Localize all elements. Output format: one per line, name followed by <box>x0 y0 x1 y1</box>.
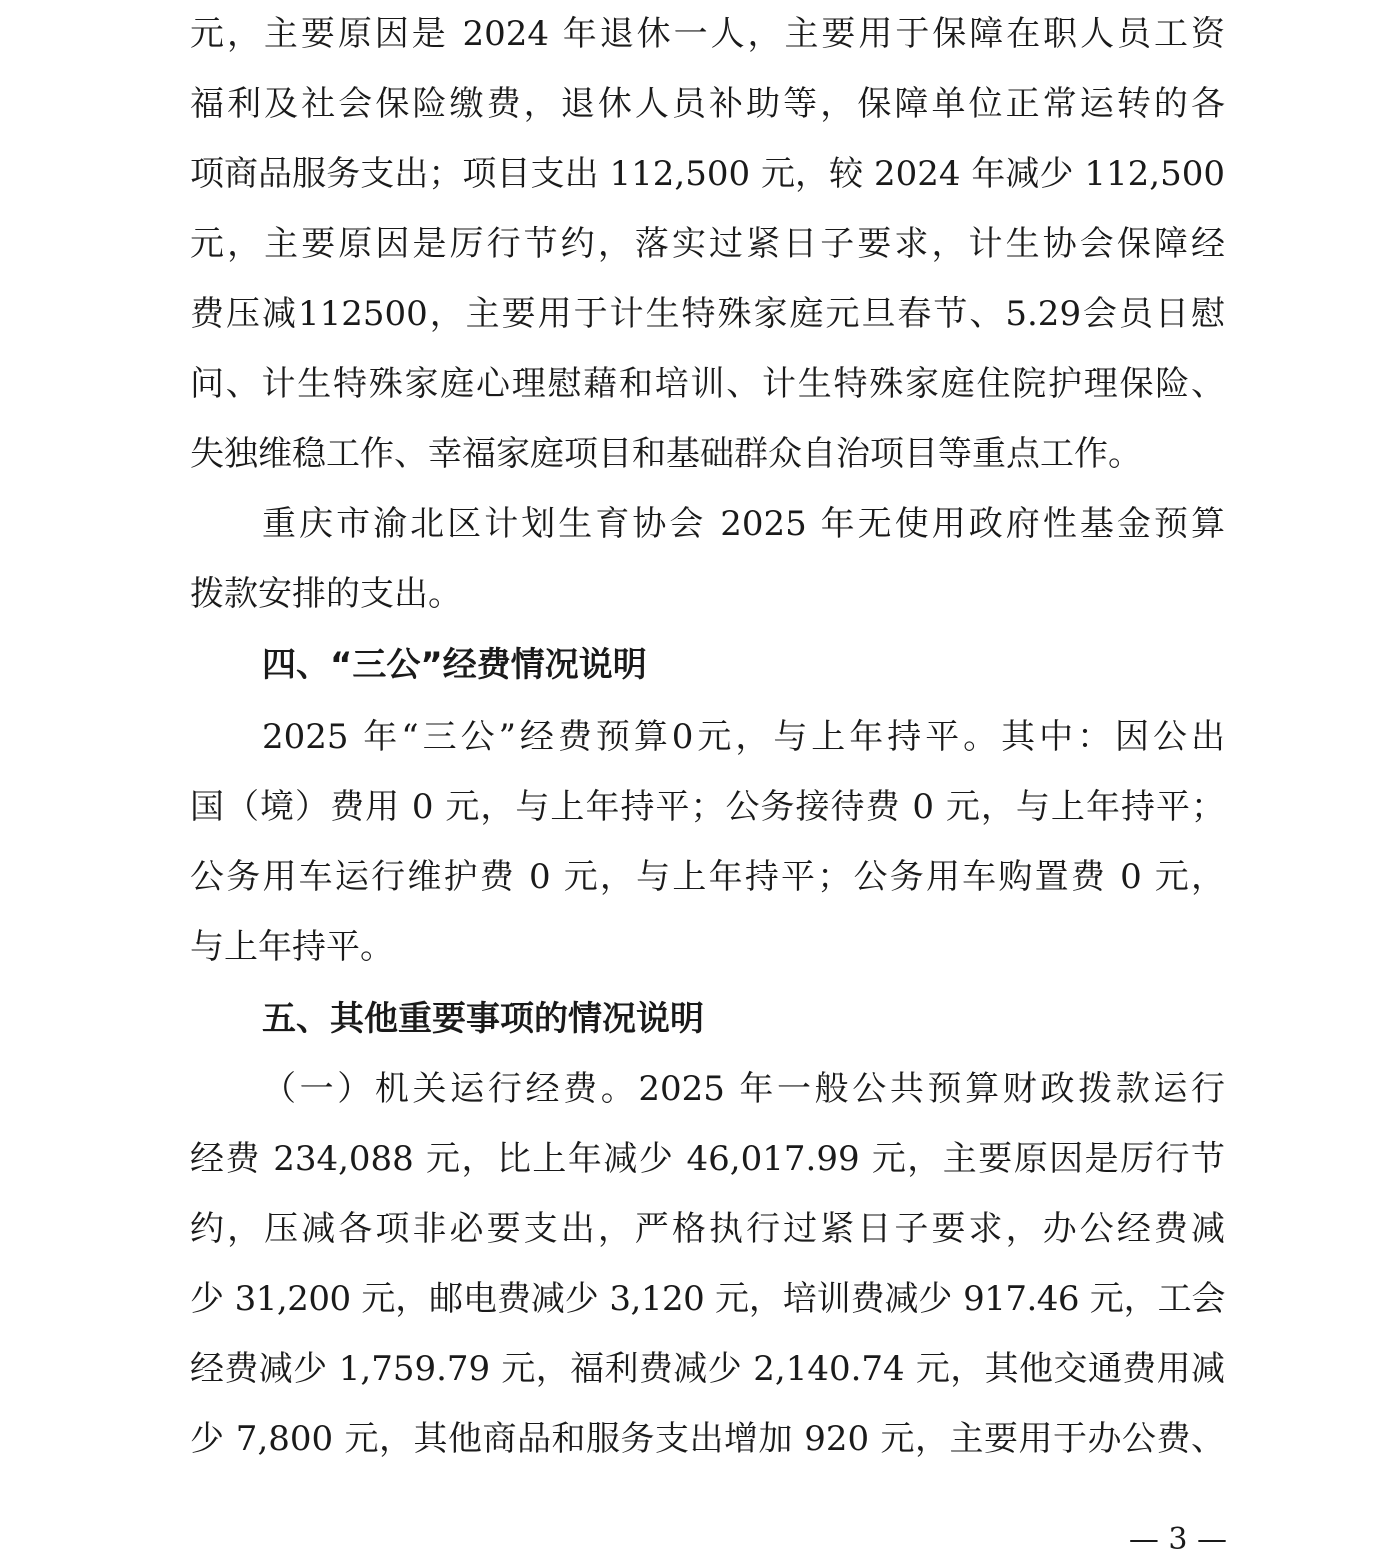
body-line: 公务用车运行维护费 0 元，与上年持平；公务用车购置费 0 元， <box>190 857 1225 897</box>
body-line: 国（境）费用 0 元，与上年持平；公务接待费 0 元，与上年持平； <box>190 787 1225 827</box>
body-line: 经费减少 1,759.79 元，福利费减少 2,140.74 元，其他交通费用减 <box>190 1349 1225 1389</box>
body-line: 经费 234,088 元，比上年减少 46,017.99 元，主要原因是厉行节 <box>190 1139 1225 1179</box>
body-line: 元，主要原因是 2024 年退休一人，主要用于保障在职人员工资 <box>190 14 1225 54</box>
body-line: 问、计生特殊家庭心理慰藉和培训、计生特殊家庭住院护理保险、 <box>190 364 1225 404</box>
body-line: 项商品服务支出；项目支出 112,500 元，较 2024 年减少 112,500 <box>190 154 1225 194</box>
body-line: 费压减112500，主要用于计生特殊家庭元旦春节、5.29会员日慰 <box>190 294 1225 334</box>
body-line: 元，主要原因是厉行节约，落实过紧日子要求，计生协会保障经 <box>190 224 1225 264</box>
paragraph-first-line: （一）机关运行经费。2025 年一般公共预算财政拨款运行 <box>262 1069 1225 1109</box>
body-line: 失独维稳工作、幸福家庭项目和基础群众自治项目等重点工作。 <box>190 434 1142 474</box>
page-number: — 3 — <box>1128 1522 1227 1557</box>
body-line: 少 31,200 元，邮电费减少 3,120 元，培训费减少 917.46 元，工会 <box>190 1279 1225 1319</box>
section-heading-five: 五、其他重要事项的情况说明 <box>262 999 704 1039</box>
body-line: 约，压减各项非必要支出，严格执行过紧日子要求，办公经费减 <box>190 1209 1225 1249</box>
body-line: 少 7,800 元，其他商品和服务支出增加 920 元，主要用于办公费、 <box>190 1419 1225 1459</box>
body-line: 与上年持平。 <box>190 927 394 967</box>
section-heading-four: 四、“三公”经费情况说明 <box>262 645 647 685</box>
body-line: 福利及社会保险缴费，退休人员补助等，保障单位正常运转的各 <box>190 84 1225 124</box>
body-line: 拨款安排的支出。 <box>190 574 462 614</box>
paragraph-first-line: 2025 年“三公”经费预算0元，与上年持平。其中：因公出 <box>262 717 1225 757</box>
paragraph-first-line: 重庆市渝北区计划生育协会 2025 年无使用政府性基金预算 <box>262 504 1225 544</box>
